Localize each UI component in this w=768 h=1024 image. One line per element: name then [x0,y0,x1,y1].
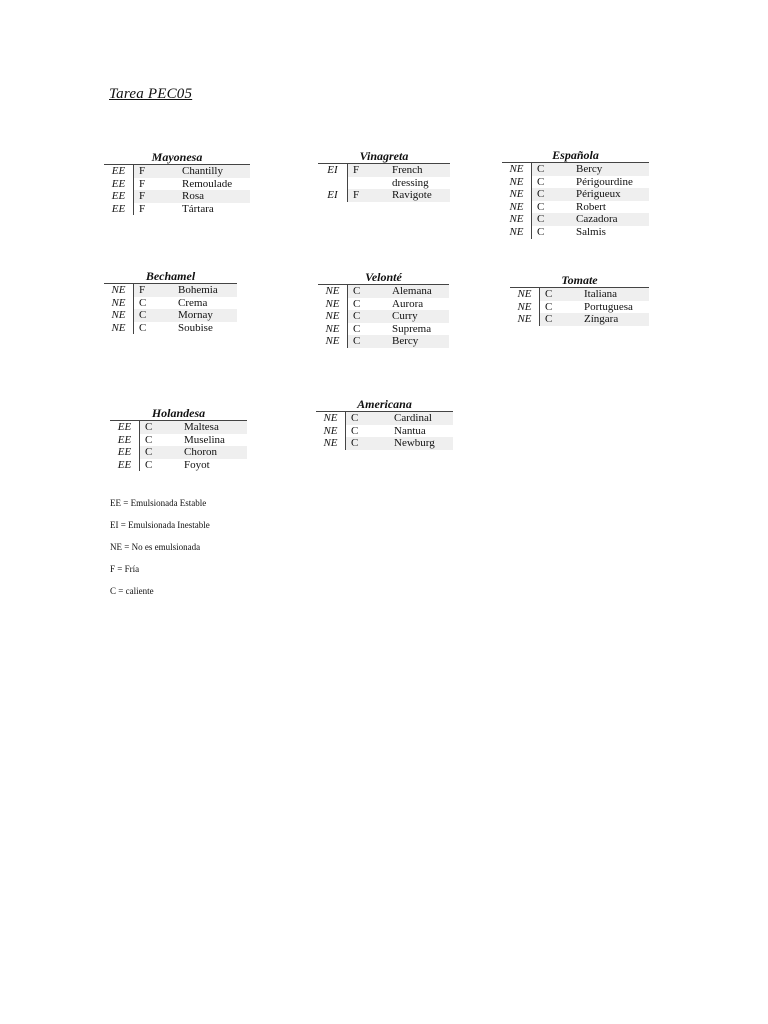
temperature-cell: F [348,189,392,202]
sauce-name-cell: Mornay [178,309,237,322]
table-row [502,188,649,201]
sauce-name-cell: Bercy [576,163,649,176]
emulsion-cell: NE [510,313,540,326]
table-row [110,459,247,472]
emulsion-cell: NE [502,176,532,189]
sauce-name-cell: Cazadora [576,213,649,226]
table-tomate [510,274,649,326]
temperature-cell: C [540,288,584,301]
table-row [318,177,450,190]
sauce-name-cell: Italiana [584,288,649,301]
emulsion-cell: NE [104,297,134,310]
table-row [318,310,449,323]
table-row [316,412,453,425]
temperature-cell: F [134,190,182,203]
emulsion-cell: NE [104,309,134,322]
table-row [316,425,453,438]
table-row [104,178,250,191]
table-title: Mayonesa [104,151,250,165]
table-title: Tomate [510,274,649,288]
table-row [110,421,247,434]
sauce-name-cell: Crema [178,296,208,309]
table-title: Velonté [318,271,449,285]
temperature-cell: F [139,177,146,190]
emulsion-cell: NE [502,201,532,214]
emulsion-cell: NE [318,285,348,298]
table-row [318,298,449,311]
table-row [510,288,649,301]
table-row [318,335,449,348]
emulsion-cell: NE [316,425,346,438]
sauce-name-cell: Tártara [182,202,214,215]
sauce-name-cell: Cardinal [394,412,453,425]
sauce-name-cell: Bohemia [178,284,237,297]
sauce-name-cell: Curry [392,310,449,323]
temperature-cell: C [145,458,153,471]
table-row [502,226,649,239]
emulsion-cell: EI [318,189,348,202]
table-row [502,201,649,214]
table-holandesa [110,407,247,471]
table-row [318,323,449,336]
table-espanola [502,149,649,239]
temperature-cell: C [134,309,178,322]
legend-ne: NE = No es emulsionada [110,542,201,552]
table-row [104,284,237,297]
table-row [110,446,247,459]
sauce-name-cell: Suprema [392,322,432,335]
document-title: Tarea PEC05 [109,86,193,102]
table-row [104,190,250,203]
table-row [104,322,237,335]
temperature-cell: C [348,285,392,298]
emulsion-cell: EE [110,421,140,434]
sauce-name-cell: Soubise [178,321,213,334]
sauce-name-cell: Rosa [182,190,250,203]
sauce-name-cell: Aurora [392,297,424,310]
temperature-cell: C [139,321,147,334]
table-row [316,437,453,450]
temperature-cell: C [348,335,392,348]
sauce-name-cell: Bercy [392,335,449,348]
table-title: Holandesa [110,407,247,421]
sauce-name-cell: French [392,164,450,177]
emulsion-cell: NE [502,226,532,239]
table-row [502,176,649,189]
emulsion-cell [318,177,348,190]
temperature-cell: C [140,421,184,434]
emulsion-cell: NE [104,284,134,297]
temperature-cell: C [537,200,545,213]
temperature-cell: C [537,175,545,188]
table-row [104,165,250,178]
table-row [104,297,237,310]
table-row [110,434,247,447]
sauce-name-cell: Périgueux [576,188,649,201]
table-title: Americana [316,398,453,412]
sauce-name-cell: Nantua [394,424,426,437]
emulsion-cell: NE [502,188,532,201]
temperature-cell: C [532,188,576,201]
table-bechamel [104,270,237,334]
sauce-name-cell: dressing [392,176,429,189]
temperature-cell: C [545,300,553,313]
table-row [510,313,649,326]
table-row [318,285,449,298]
temperature-cell: C [351,424,359,437]
table-row [318,164,450,177]
temperature-cell: C [348,310,392,323]
sauce-name-cell: Alemana [392,285,449,298]
emulsion-cell: EI [318,164,348,177]
legend-ei: EI = Emulsionada Inestable [110,520,210,530]
emulsion-cell: NE [510,301,540,314]
temperature-cell: F [134,284,178,297]
temperature-cell: C [346,412,394,425]
sauce-name-cell: Robert [576,200,606,213]
table-row [318,189,450,202]
sauce-name-cell: Muselina [184,433,225,446]
emulsion-cell: NE [318,298,348,311]
temperature-cell: C [353,297,361,310]
temperature-cell: C [532,213,576,226]
emulsion-cell: EE [104,190,134,203]
table-americana [316,398,453,450]
temperature-cell: F [139,202,146,215]
table-row [510,301,649,314]
table-row [104,203,250,216]
table-title: Española [502,149,649,163]
sauce-name-cell: Maltesa [184,421,247,434]
emulsion-cell: NE [502,163,532,176]
temperature-cell: C [140,446,184,459]
sauce-name-cell: Périgourdine [576,175,633,188]
emulsion-cell: NE [318,335,348,348]
sauce-name-cell: Ravigote [392,189,450,202]
emulsion-cell: NE [510,288,540,301]
table-vinagreta [318,150,450,202]
emulsion-cell: EE [110,434,140,447]
emulsion-cell: EE [104,203,134,216]
temperature-cell: C [145,433,153,446]
emulsion-cell: NE [104,322,134,335]
emulsion-cell: EE [104,178,134,191]
emulsion-cell: EE [110,459,140,472]
emulsion-cell: NE [316,412,346,425]
sauce-name-cell: Remoulade [182,177,233,190]
legend-c: C = caliente [110,586,154,596]
emulsion-cell: NE [316,437,346,450]
sauce-name-cell: Salmis [576,225,606,238]
emulsion-cell: NE [502,213,532,226]
temperature-cell: F [134,165,182,178]
temperature-cell: F [348,164,392,177]
temperature-cell: C [353,322,361,335]
temperature-cell: C [540,313,584,326]
emulsion-cell: NE [318,310,348,323]
sauce-name-cell: Foyot [184,458,210,471]
temperature-cell [348,177,392,190]
temperature-cell: C [537,225,545,238]
table-veloute [318,271,449,348]
table-mayonesa [104,151,250,215]
table-row [502,163,649,176]
temperature-cell: C [346,437,394,450]
table-title: Bechamel [104,270,237,284]
table-row [502,213,649,226]
temperature-cell: C [139,296,147,309]
sauce-name-cell: Newburg [394,437,453,450]
emulsion-cell: NE [318,323,348,336]
sauce-name-cell: Choron [184,446,247,459]
table-title: Vinagreta [318,150,450,164]
legend-f: F = Fría [110,564,140,574]
sauce-name-cell: Chantilly [182,165,250,178]
emulsion-cell: EE [104,165,134,178]
sauce-name-cell: Zíngara [584,313,649,326]
temperature-cell: C [532,163,576,176]
sauce-name-cell: Portuguesa [584,300,633,313]
emulsion-cell: EE [110,446,140,459]
table-row [104,309,237,322]
legend-ee: EE = Emulsionada Estable [110,498,207,508]
